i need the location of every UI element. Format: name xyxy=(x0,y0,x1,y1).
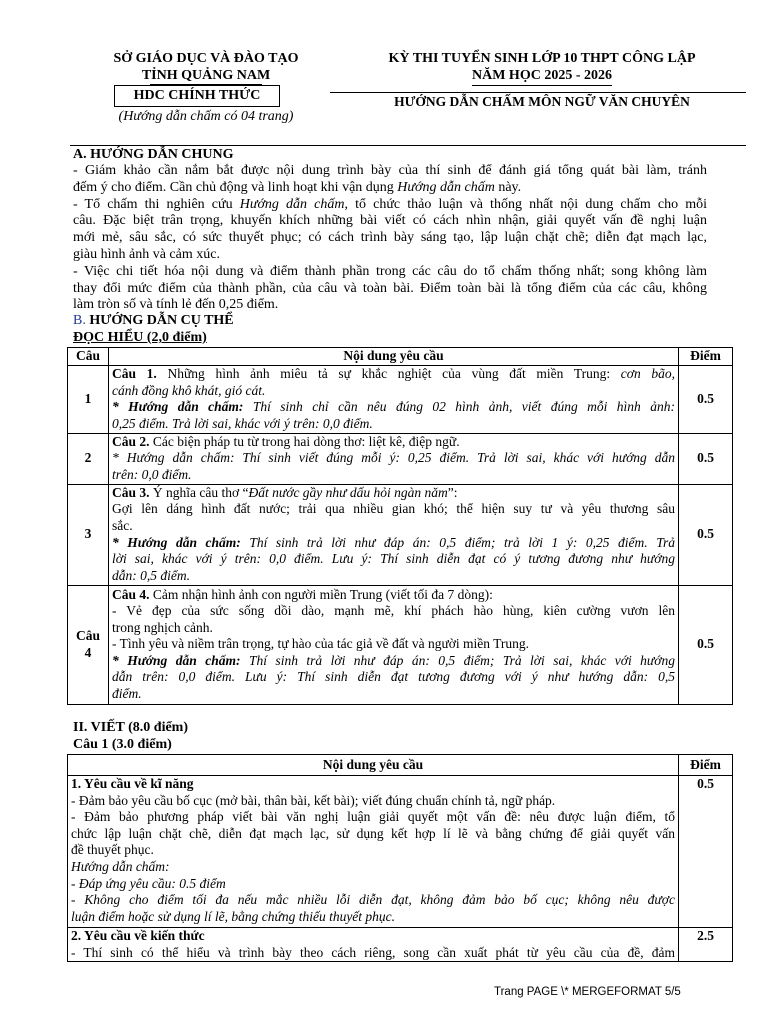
text-line xyxy=(73,264,707,281)
table-row xyxy=(68,928,733,962)
text-segment: * Hướng dẫn chấm: xyxy=(112,534,241,550)
text-segment: cánh đồng khô khát, gió cát. xyxy=(112,382,266,398)
text-line xyxy=(73,163,707,180)
text-segment: đếm ý cho điểm. Cần chủ động và linh hoạt khi vận dụng xyxy=(73,179,398,195)
text-segment: Ý nghĩa câu thơ “ xyxy=(149,484,249,500)
text-segment: Thí sinh chỉ cần nêu đúng 02 hình ảnh, viết đúng mỗi hình ảnh: xyxy=(243,399,675,415)
criteria-points: 0.5 xyxy=(679,776,733,928)
text-line xyxy=(112,485,675,502)
text-segment: điểm. xyxy=(112,686,142,702)
question-number: Câu 4 xyxy=(68,585,109,704)
text-line xyxy=(112,366,675,383)
text-segment: ”: xyxy=(447,484,458,500)
text-line xyxy=(112,501,675,518)
table-header-row xyxy=(68,348,733,366)
divider xyxy=(70,145,746,146)
col-header-question: Câu xyxy=(68,348,109,366)
text-line xyxy=(112,535,675,552)
text-segment: - Đáp ứng yêu cầu: 0.5 điểm xyxy=(71,875,226,891)
text-segment: Câu 1. xyxy=(112,365,157,381)
text-line xyxy=(112,653,675,670)
text-line xyxy=(71,945,675,962)
reading-title: ĐỌC HIỂU (2,0 điểm) xyxy=(73,330,207,345)
table-header-row xyxy=(68,755,733,776)
text-segment: * Hướng dẫn chấm: Thí sinh viết đúng mỗi ý: 0,25 điểm. Trả lời sai, khác với hướng dẫn xyxy=(112,450,675,466)
question-number: 2 xyxy=(68,433,109,484)
table-row xyxy=(68,776,733,928)
text-segment: trong nghịch cảnh. xyxy=(112,619,213,635)
text-line xyxy=(112,434,675,451)
text-line xyxy=(71,793,675,810)
text-segment: Thí sinh trả lời như đáp án: 0,5 điểm; Trả lời sai, khác với hướng xyxy=(240,652,676,668)
exam-title: KỲ THI TUYỂN SINH LỚP 10 THPT CÔNG LẬP xyxy=(388,51,696,66)
table-row xyxy=(68,365,733,433)
table-row xyxy=(68,433,733,484)
text-segment: chức lập luận chặt chẽ, diễn đạt mạch lạc, sử dụng kết hợp lí lẽ và bằng chứng để giải quyết vấn xyxy=(71,825,675,841)
section-b-rest: HƯỚNG DẪN CỤ THỂ xyxy=(85,313,234,328)
col-header-points: Điểm xyxy=(679,348,733,366)
criteria-content xyxy=(68,928,679,962)
question-content xyxy=(109,585,679,704)
text-segment: - Đảm bảo phương pháp viết bài văn nghị luận giải quyết một vấn đề: nêu được luận điểm, tổ xyxy=(71,809,675,825)
text-segment: làm tròn số và tính lẻ đến 0,25 điểm. xyxy=(73,297,279,313)
col-header-content: Nội dung yêu cầu xyxy=(68,755,679,776)
col-header-content: Nội dung yêu cầu xyxy=(109,348,679,366)
text-segment: này. xyxy=(494,179,522,195)
table-row xyxy=(68,484,733,585)
text-segment: * Hướng dẫn chấm: xyxy=(112,399,244,415)
text-line xyxy=(112,603,675,620)
criteria-points: 2.5 xyxy=(679,928,733,962)
question-points: 0.5 xyxy=(679,433,733,484)
question-points: 0.5 xyxy=(679,365,733,433)
writing-title: II. VIẾT (8.0 điểm) xyxy=(73,720,189,735)
text-segment: Những hình ảnh miêu tả sự khắc nghiệt của vùng đất miền Trung: xyxy=(156,365,621,381)
text-segment: - Tổ chấm thi nghiên cứu xyxy=(73,196,240,212)
writing-table xyxy=(67,754,733,962)
text-line xyxy=(71,876,675,893)
text-line xyxy=(71,826,675,843)
text-segment: dẫn: 0,5 điểm. xyxy=(112,567,190,583)
text-segment: - Vẻ đẹp của sức sống dồi dào, mạnh mẽ, khí phách hào hùng, kiên cường vươn lên xyxy=(112,603,675,619)
text-segment: , tổ chức thảo luận và thống nhất nội dung chấm cho mỗi xyxy=(344,196,707,212)
text-segment: thay đổi mức điểm của thành phần, của câu và toàn bài. Điểm toàn bài là tổng điểm của các câu, không xyxy=(73,280,707,296)
text-segment: * Hướng dẫn chấm: xyxy=(112,652,241,668)
text-line xyxy=(73,197,707,214)
official-stamp: HDC CHÍNH THỨC xyxy=(114,85,280,107)
text-line xyxy=(73,230,707,247)
text-segment: sắc. xyxy=(112,518,133,533)
text-line xyxy=(112,467,675,484)
text-segment: Câu 2. xyxy=(112,433,150,449)
text-line xyxy=(112,399,675,416)
text-line xyxy=(71,928,675,945)
question-points: 0.5 xyxy=(679,585,733,704)
text-segment: 0,25 điểm. Trả lời sai, khác với ý trên: 0,0 điểm. xyxy=(112,415,373,431)
text-segment: Câu 3. xyxy=(112,484,150,500)
text-segment: trên: 0,0 điểm. xyxy=(112,466,192,482)
question-points: 0.5 xyxy=(679,484,733,585)
text-line xyxy=(71,859,675,876)
text-segment: 1. Yêu cầu về kĩ năng xyxy=(71,776,194,791)
text-line xyxy=(112,568,675,585)
text-segment: giàu hình ảnh và cảm xúc. xyxy=(73,246,220,262)
text-segment: - Việc chi tiết hóa nội dung và điểm thành phần trong các câu do tổ chấm thống nhất; song không làm xyxy=(73,263,707,279)
text-segment: Các biện pháp tu từ trong hai dòng thơ: liệt kê, điệp ngữ. xyxy=(149,433,460,449)
question-content xyxy=(109,433,679,484)
text-line xyxy=(71,776,675,793)
text-line xyxy=(112,686,675,703)
text-segment: Câu 4. xyxy=(112,586,150,602)
text-line xyxy=(112,383,675,400)
text-segment: Thí sinh trả lời như đáp án: 0,5 điểm; trả lời 1 ý: 0,25 điểm. Trả xyxy=(240,534,675,550)
table-row xyxy=(68,585,733,704)
text-segment: - Đảm bảo yêu cầu bố cục (mở bài, thân bài, kết bài); viết đúng chuẩn chính tả, ngữ pháp. xyxy=(71,792,556,808)
question-content xyxy=(109,484,679,585)
text-segment: - Tình yêu và niềm trân trọng, tự hào của tác giả về đất và người miền Trung. xyxy=(112,636,530,652)
text-line xyxy=(112,636,675,653)
text-line xyxy=(73,297,707,314)
text-segment: - Không cho điểm tối đa nếu mắc nhiều lỗi diễn đạt, không đảm bảo bố cục; không nêu được xyxy=(71,892,675,908)
writing-question-1: Câu 1 (3.0 điểm) xyxy=(73,737,172,752)
page-footer: Trang PAGE \* MERGEFORMAT 5/5 xyxy=(494,986,681,998)
section-a-title: A. HƯỚNG DẪN CHUNG xyxy=(73,147,234,162)
text-segment: Hướng dẫn chấm xyxy=(397,179,495,195)
text-line xyxy=(73,180,707,197)
criteria-content xyxy=(68,776,679,928)
province-name: TỈNH QUẢNG NAM xyxy=(141,68,271,83)
text-line xyxy=(73,281,707,298)
school-year: NĂM HỌC 2025 - 2026 xyxy=(472,68,612,83)
section-b-prefix: B. xyxy=(73,313,86,328)
text-line xyxy=(112,551,675,568)
text-segment: mới mẻ, sâu sắc, có sức thuyết phục; có cách trình bày sáng tạo, lập luận chặt chẽ; diễn đạt mạch lạc, xyxy=(73,230,707,246)
text-segment: 2. Yêu cầu về kiến thức xyxy=(71,928,205,943)
text-line xyxy=(112,450,675,467)
question-content xyxy=(109,365,679,433)
text-line xyxy=(73,247,707,264)
text-line xyxy=(112,518,675,535)
text-line xyxy=(71,842,675,859)
reading-table xyxy=(67,347,733,705)
text-segment: dẫn trên: 0,0 điểm. Lưu ý: Thí sinh diễn đạt tương đương với ý như hướng dẫn: 0,5 xyxy=(112,669,675,685)
section-b-title xyxy=(73,313,234,329)
guide-title: HƯỚNG DẪN CHẤM MÔN NGỮ VĂN CHUYÊN xyxy=(394,94,690,109)
text-segment: Đất nước gầy như dấu hỏi ngàn năm xyxy=(248,484,448,500)
text-line xyxy=(112,416,675,433)
text-segment: - Giám khảo cần nắm bắt được nội dung trình bày của thí sinh để đánh giá tổng quát bài làm, tránh xyxy=(73,163,707,178)
text-segment: câu. Đặc biệt trân trọng, khuyến khích những bài viết có cách nhìn nhận, giải quyết vấn đề nghị luận xyxy=(73,213,707,229)
text-line xyxy=(71,892,675,909)
text-segment: đề thuyết phục. xyxy=(71,842,154,858)
text-segment: Hướng dẫn chấm xyxy=(239,196,345,212)
divider xyxy=(472,85,612,86)
text-segment: Hướng dẫn chấm: xyxy=(71,858,170,874)
text-line xyxy=(112,620,675,637)
text-segment: Gợi lên dáng hình đất nước; trải qua nhiều gian khó; thể hiện suy tư và yêu thương sâu xyxy=(112,501,675,517)
divider xyxy=(330,92,746,93)
section-a-body xyxy=(73,163,707,314)
text-line xyxy=(71,909,675,926)
pages-note: (Hướng dẫn chấm có 04 trang) xyxy=(118,109,294,124)
text-line xyxy=(73,213,707,230)
col-header-points: Điểm xyxy=(679,755,733,776)
text-line xyxy=(112,669,675,686)
text-segment: lời sai, khác với ý trên: 0,0 điểm. Lưu ý: Thí sinh diễn đạt có ý tương đương như hướng xyxy=(112,551,675,567)
text-segment: cơn bão, xyxy=(620,365,676,381)
dept-name: SỞ GIÁO DỤC VÀ ĐÀO TẠO xyxy=(113,51,299,66)
text-segment: - Thí sinh có thể hiểu và trình bày theo cách riêng, song cần xuất phát từ yêu cầu của đề, đảm xyxy=(71,944,675,960)
question-number: 1 xyxy=(68,365,109,433)
question-number: 3 xyxy=(68,484,109,585)
text-segment: luận điểm hoặc sử dụng lí lẽ, bằng chứng thiếu thuyết phục. xyxy=(71,908,396,924)
text-line xyxy=(112,587,675,604)
text-line xyxy=(71,809,675,826)
text-segment: Cảm nhận hình ảnh con người miền Trung (viết tối đa 7 dòng): xyxy=(149,586,493,602)
